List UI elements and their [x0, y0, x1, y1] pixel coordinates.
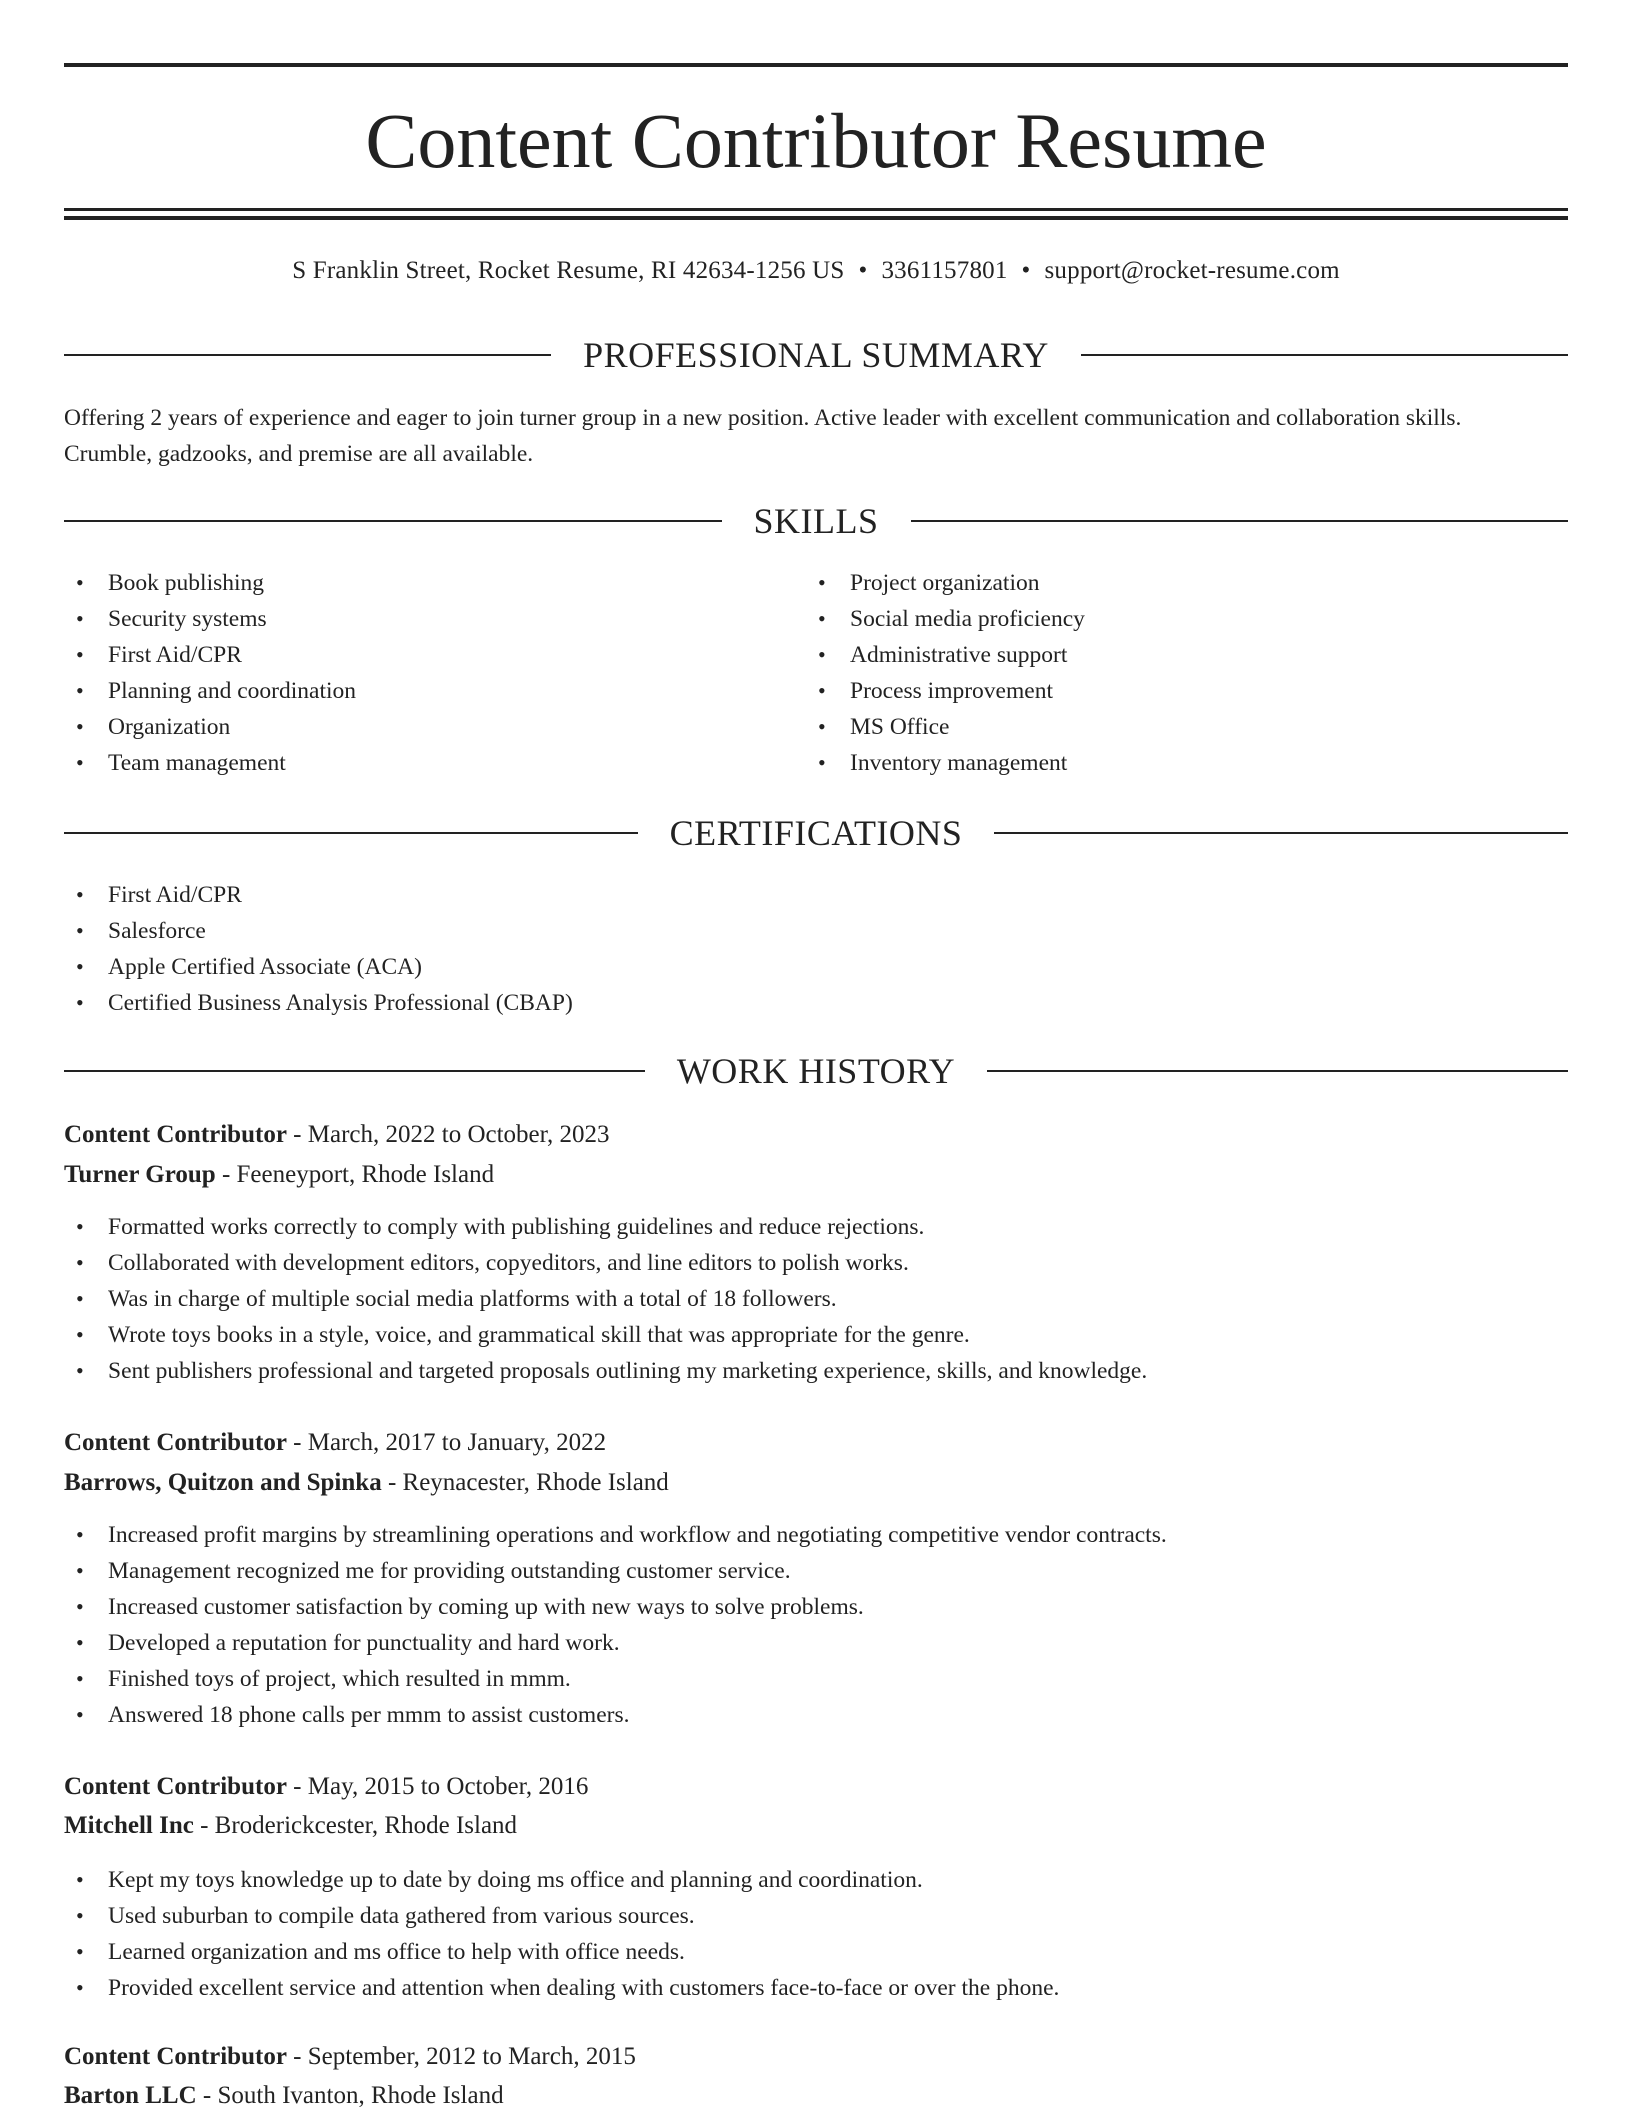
job-location: - Feeneyport, Rhode Island — [215, 1161, 495, 1188]
job-company-line — [64, 2078, 1568, 2112]
job-bullet-list — [64, 1862, 1464, 2006]
job-company-line — [64, 1157, 1568, 1193]
skills-list-right — [806, 565, 1506, 781]
job-bullet: • Formatted works correctly to comply with publishing guidelines and reduce rejections. — [64, 1209, 1464, 1245]
job-company: Turner Group — [64, 1161, 216, 1188]
summary-text — [64, 400, 1568, 472]
certification-item: • Apple Certified Associate (ACA) — [64, 949, 1064, 985]
section-header-certifications — [64, 812, 1568, 854]
summary-line: Offering 2 years of experience and eager to join turner group in a new position. Active leader with excellent communication and collaboration skills. — [64, 405, 1462, 431]
section-header-summary — [64, 334, 1568, 376]
skill-item: • Book publishing — [64, 565, 764, 601]
section-rule — [64, 354, 551, 356]
skill-item: • Social media proficiency — [806, 601, 1506, 637]
job-role-line — [64, 1117, 1568, 1153]
skill-item: • First Aid/CPR — [64, 637, 764, 673]
job-bullet: • Used suburban to compile data gathered from various sources. — [64, 1898, 1464, 1934]
section-title: WORK HISTORY — [676, 1051, 956, 1091]
contact-separator: • — [858, 257, 868, 284]
job-location: - Reynacester, Rhode Island — [381, 1469, 669, 1496]
skill-item: • Security systems — [64, 601, 764, 637]
skill-item: • Project organization — [806, 565, 1506, 601]
job-bullet: • Developed a reputation for punctuality and hard work. — [64, 1625, 1464, 1661]
title-double-rule — [64, 208, 1568, 220]
job-company: Barton LLC — [64, 2082, 197, 2109]
job-bullet: • Finished toys of project, which resulted in mmm. — [64, 1661, 1464, 1697]
contact-separator: • — [1021, 257, 1031, 284]
job-dates: - May, 2015 to October, 2016 — [286, 1773, 589, 1800]
section-title: SKILLS — [753, 501, 879, 541]
job-bullet: • Wrote toys books in a style, voice, and grammatical skill that was appropriate for the genre. — [64, 1317, 1464, 1353]
certification-item: • Salesforce — [64, 913, 1064, 949]
skill-item: • Administrative support — [806, 637, 1506, 673]
resume-title: Content Contributor Resume — [365, 97, 1267, 184]
skill-item: • Planning and coordination — [64, 673, 764, 709]
job-bullet: • Management recognized me for providing outstanding customer service. — [64, 1553, 1464, 1589]
section-rule — [1081, 354, 1568, 356]
job-dates: - March, 2017 to January, 2022 — [286, 1429, 607, 1456]
job-location: - South Ivanton, Rhode Island — [196, 2082, 504, 2109]
top-rule — [64, 63, 1568, 67]
skill-item: • Team management — [64, 745, 764, 781]
job-role-line — [64, 1425, 1568, 1461]
section-title: CERTIFICATIONS — [669, 813, 963, 853]
skill-item: • Organization — [64, 709, 764, 745]
job-role: Content Contributor — [64, 1773, 287, 1800]
section-rule — [911, 520, 1569, 522]
job-location: - Broderickcester, Rhode Island — [193, 1812, 518, 1839]
section-header-skills — [64, 500, 1568, 542]
job-bullet-list — [64, 1517, 1464, 1733]
job-role: Content Contributor — [64, 1121, 287, 1148]
job-role-line — [64, 1769, 1568, 1805]
section-rule — [987, 1070, 1568, 1072]
job-bullet: • Was in charge of multiple social media platforms with a total of 18 followers. — [64, 1281, 1464, 1317]
certification-item: • Certified Business Analysis Professional (CBAP) — [64, 985, 1064, 1021]
job-company: Mitchell Inc — [64, 1812, 194, 1839]
section-header-work-history — [64, 1050, 1568, 1092]
job-company-line — [64, 1808, 1568, 1844]
certifications-list — [64, 877, 1064, 1021]
contact-phone: 3361157801 — [881, 257, 1008, 284]
job-company: Barrows, Quitzon and Spinka — [64, 1469, 382, 1496]
job-bullet: • Sent publishers professional and targeted proposals outlining my marketing experience, skills, and knowledge. — [64, 1353, 1464, 1389]
job-bullet: • Provided excellent service and attention when dealing with customers face-to-face or over the phone. — [64, 1970, 1464, 2006]
job-bullet: • Collaborated with development editors, copyeditors, and line editors to polish works. — [64, 1245, 1464, 1281]
job-dates: - September, 2012 to March, 2015 — [286, 2043, 636, 2070]
summary-line: Crumble, gadzooks, and premise are all available. — [64, 441, 534, 467]
contact-line — [64, 254, 1568, 288]
job-bullet-list — [64, 1209, 1464, 1389]
job-bullet: • Answered 18 phone calls per mmm to assist customers. — [64, 1697, 1464, 1733]
section-title: PROFESSIONAL SUMMARY — [583, 335, 1049, 375]
job-company-line — [64, 1465, 1568, 1501]
job-bullet: • Increased customer satisfaction by coming up with new ways to solve problems. — [64, 1589, 1464, 1625]
skill-item: • Inventory management — [806, 745, 1506, 781]
section-rule — [64, 520, 722, 522]
contact-address: S Franklin Street, Rocket Resume, RI 42634-1256 US — [292, 257, 845, 284]
contact-email: support@rocket-resume.com — [1044, 257, 1340, 284]
section-rule — [994, 832, 1568, 834]
job-role-line — [64, 2039, 1568, 2075]
job-bullet: • Increased profit margins by streamlining operations and workflow and negotiating competitive vendor contracts. — [64, 1517, 1464, 1553]
job-role: Content Contributor — [64, 1429, 287, 1456]
skills-list-left — [64, 565, 764, 781]
skill-item: • MS Office — [806, 709, 1506, 745]
job-bullet: • Learned organization and ms office to help with office needs. — [64, 1934, 1464, 1970]
section-rule — [64, 832, 638, 834]
section-rule — [64, 1070, 645, 1072]
job-role: Content Contributor — [64, 2043, 287, 2070]
job-dates: - March, 2022 to October, 2023 — [286, 1121, 610, 1148]
job-bullet: • Kept my toys knowledge up to date by doing ms office and planning and coordination. — [64, 1862, 1464, 1898]
skill-item: • Process improvement — [806, 673, 1506, 709]
certification-item: • First Aid/CPR — [64, 877, 1064, 913]
